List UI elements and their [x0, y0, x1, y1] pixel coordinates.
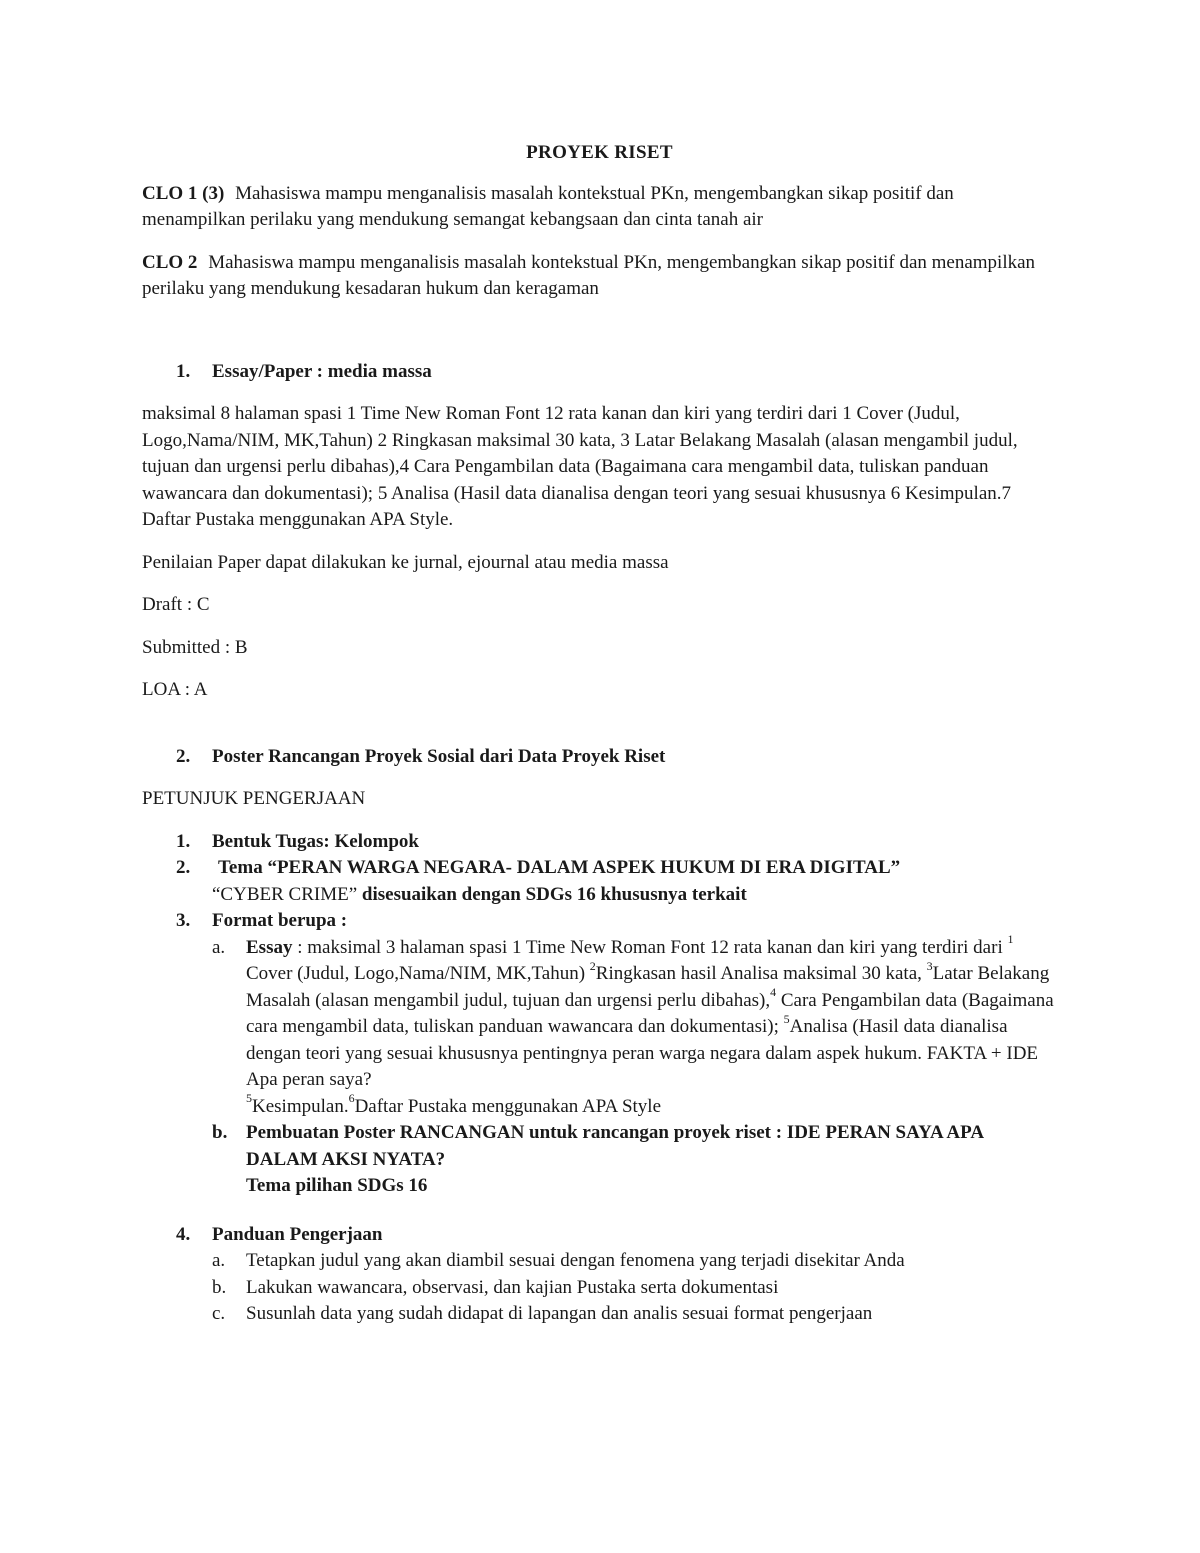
sublist-text: Tetapkan judul yang akan diambil sesuai dengan fenomena yang terjadi disekitar Anda [246, 1250, 905, 1271]
sublist-item [142, 1120, 1057, 1200]
list-number: 3. [176, 910, 191, 931]
tema-sdgs: disesuaikan dengan SDGs 16 khususnya terkait [361, 883, 747, 905]
superscript: 5 [246, 1091, 252, 1106]
section-2-number: 2. [176, 745, 191, 767]
superscript: 3 [926, 958, 933, 973]
section-1-body: maksimal 8 halaman spasi 1 Time New Roman Font 12 rata kanan dan kiri yang terdiri dari 1 Cover (Judul, Logo,Nama/NIM, MK,Tahun) 2 Ringkasan maksimal 30 kata, 3 Latar Belakang Masalah (alasan mengambil judul, tujuan dan urgensi perlu dibahas),4 Cara Pengambilan data (Bagaimana cara mengambil data, tuliskan panduan wawancara dan dokumentasi); 5 Analisa (Hasil data dianalisa dengan teori yang sesuai khususnya 6 Kesimpulan.7 Daftar Pustaka menggunakan APA Style. [142, 403, 1018, 530]
sublist-letter: b. [212, 1276, 227, 1298]
superscript: 1 [1007, 932, 1014, 947]
clo-2-label: CLO 2 [142, 251, 198, 273]
list-item-text: Format berupa : [212, 910, 348, 931]
list-item-text: Panduan Pengerjaan [212, 1223, 383, 1245]
sublist-text: Susunlah data yang sudah didapat di lapangan dan analis sesuai format pengerjaan [246, 1303, 873, 1324]
panduan-sublist [212, 1248, 1057, 1328]
tema-text: Tema “PERAN WARGA NEGARA- DALAM ASPEK HUKUM DI ERA DIGITAL” [218, 857, 901, 878]
essay-text: : maksimal 3 halaman spasi 1 Time New Roman Font 12 rata kanan dan kiri yang terdiri dari [292, 936, 1008, 958]
sublist-letter: b. [212, 1122, 228, 1143]
list-item [142, 1222, 1057, 1328]
essay-text: Cover (Judul, Logo,Nama/NIM, MK,Tahun) [246, 963, 590, 984]
petunjuk-list [142, 829, 1057, 1200]
draft-grade: Draft : C [142, 594, 210, 615]
superscript: 4 [770, 985, 777, 1000]
spacer [142, 704, 1057, 744]
list-item [142, 829, 1057, 856]
clo-1-text: Mahasiswa mampu menganalisis masalah kontekstual PKn, mengembangkan sikap positif dan menampilkan perilaku yang mendukung semangat kebangsaan dan cinta tanah air [142, 182, 954, 230]
spacer [142, 1200, 1057, 1222]
spacer [142, 319, 1057, 359]
essay-text: Latar Belakang Masalah (alasan mengambil judul, tujuan dan urgensi perlu dibahas), [246, 963, 1050, 1011]
superscript: 2 [589, 958, 596, 973]
sublist-letter: a. [212, 936, 226, 958]
list-number: 1. [176, 830, 191, 852]
sublist-item [142, 1275, 1057, 1302]
tema-pilihan: Tema pilihan SDGs 16 [246, 1175, 428, 1196]
section-1-title: Essay/Paper : media massa [212, 360, 432, 382]
loa-grade: LOA : A [142, 679, 208, 700]
essay-text: Cara Pengambilan data (Bagaimana cara mengambil data, tuliskan panduan wawancara dan dokumentasi); [246, 989, 1054, 1037]
sublist-item [142, 1248, 1057, 1275]
sublist-item [142, 932, 1057, 1121]
essay-text: Kesimpulan. [252, 1095, 349, 1117]
essay-text: Daftar Pustaka menggunakan APA Style [354, 1095, 662, 1117]
document-title: PROYEK RISET [526, 142, 673, 163]
submitted-grade: Submitted : B [142, 636, 248, 658]
clo-2-text: Mahasiswa mampu menganalisis masalah kontekstual PKn, mengembangkan sikap positif dan menampilkan perilaku yang mendukung kesadaran hukum dan keragaman [142, 251, 1036, 299]
sublist-text: Lakukan wawancara, observasi, dan kajian Pustaka serta dokumentasi [246, 1276, 779, 1298]
sublist-letter: a. [212, 1250, 226, 1271]
superscript: 5 [783, 1011, 790, 1026]
list-item [142, 855, 1057, 908]
penilaian-text: Penilaian Paper dapat dilakukan ke jurnal, ejournal atau media massa [142, 551, 669, 573]
clo-2 [142, 250, 1057, 303]
essay-label: Essay [246, 936, 293, 958]
petunjuk-heading: PETUNJUK PENGERJAAN [142, 788, 366, 809]
superscript: 6 [348, 1091, 355, 1106]
list-item [142, 908, 1057, 1200]
document-page [142, 140, 1057, 1328]
clo-1-label: CLO 1 (3) [142, 182, 225, 204]
section-1-number: 1. [176, 360, 191, 382]
list-item-text: Bentuk Tugas: Kelompok [212, 830, 419, 852]
panduan-list [142, 1222, 1057, 1328]
format-sublist [212, 932, 1057, 1200]
sublist-letter: c. [212, 1303, 226, 1324]
section-2-title: Poster Rancangan Proyek Sosial dari Data Proyek Riset [212, 745, 666, 767]
clo-1 [142, 181, 1057, 234]
essay-text: Apa peran saya? [246, 1069, 372, 1090]
essay-text: Analisa (Hasil data dianalisa dengan teori yang sesuai khususnya pentingnya peran warga negara dalam aspek hukum. FAKTA + IDE [246, 1016, 1039, 1064]
poster-text: Pembuatan Poster RANCANGAN untuk rancangan proyek riset : IDE PERAN SAYA APA DALAM AKSI NYATA? [246, 1122, 984, 1170]
essay-text: Ringkasan hasil Analisa maksimal 30 kata, [595, 963, 927, 984]
list-number: 2. [176, 857, 191, 878]
list-number: 4. [176, 1223, 191, 1245]
sublist-item [142, 1301, 1057, 1328]
tema-cyber-crime: “CYBER CRIME” [212, 883, 358, 905]
section-1-heading [142, 359, 1057, 386]
section-2-heading [142, 744, 1057, 771]
